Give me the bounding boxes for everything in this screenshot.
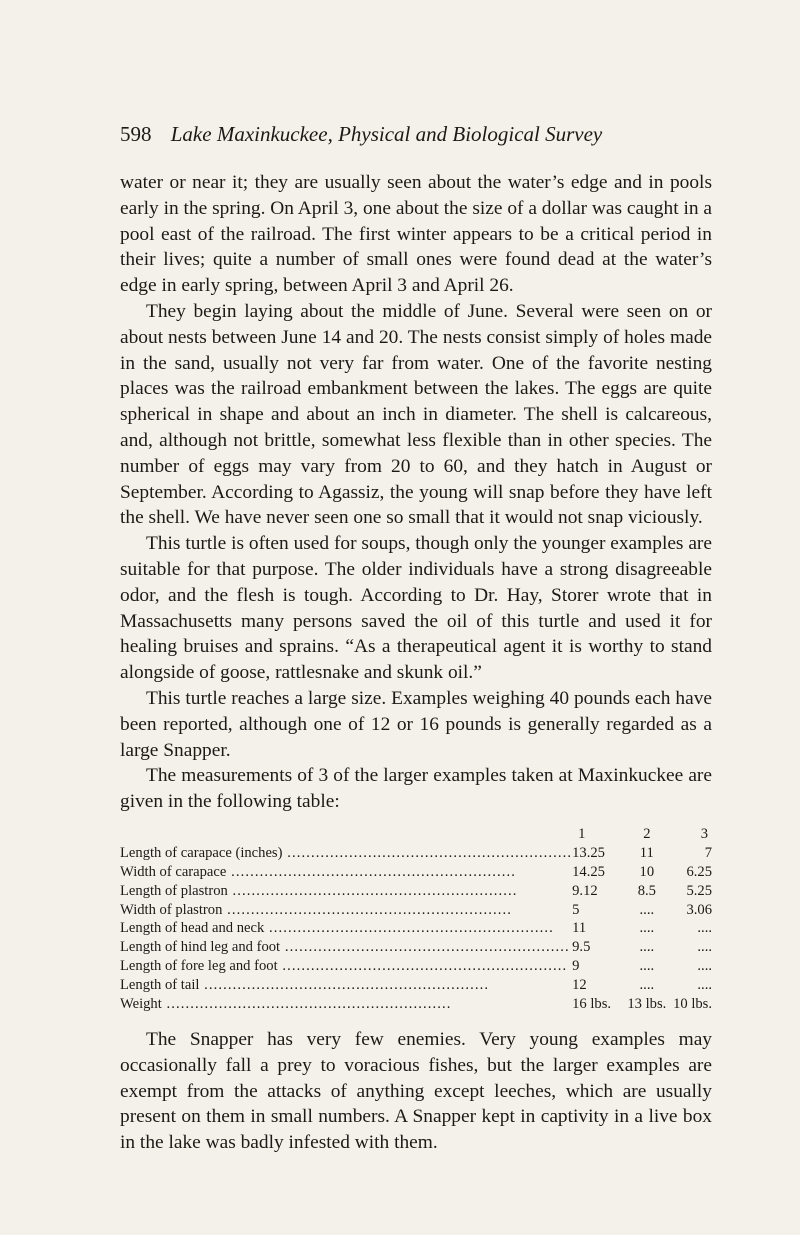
row-label: Length of fore leg and foot: [120, 958, 278, 975]
table-cell: 7: [704, 844, 712, 861]
leader-dots: ............................................................: [264, 920, 554, 937]
leader-dots: ............................................................: [282, 844, 573, 861]
paragraph: water or near it; they are usually seen about the water’s edge and in pools early in the spring. On April 3, one about the size of a dollar was caught in a pool east of the railroad. The first winter appears to be a critical period in their lives; quite a number of small ones were found dead at the water’s edge in early spring, between April 3 and April 26.: [120, 172, 712, 297]
table-row: [120, 938, 712, 957]
leader-dots: ............................................................: [199, 977, 490, 994]
table-row: [120, 976, 712, 995]
table-cell: 11: [639, 844, 654, 861]
running-header: [120, 120, 712, 148]
table-row: [120, 863, 712, 882]
row-label: Width of plastron: [120, 901, 223, 918]
running-title: Lake Maxinkuckee, Physical and Biological Survey: [170, 122, 603, 146]
table-cell: ....: [639, 901, 655, 918]
table-cell: 3.06: [686, 901, 712, 918]
table-cell: 9.5: [572, 939, 591, 956]
table-cell: ....: [639, 920, 655, 937]
leader-dots: ............................................................: [226, 863, 517, 880]
table-cell: 14.25: [572, 863, 605, 880]
paragraph: This turtle reaches a large size. Examples weighing 40 pounds each have been reported, although one of 12 or 16 pounds is generally regarded as a large Snapper.: [120, 687, 712, 761]
row-label: Width of carapace: [120, 863, 227, 880]
table-cell: ....: [697, 939, 712, 956]
table-cell: 13.25: [572, 844, 605, 861]
table-cell: 10: [639, 863, 655, 880]
measurements-table: [120, 825, 712, 1014]
table-cell: 11: [572, 920, 587, 937]
table-row: [120, 882, 712, 901]
column-header: 2: [643, 825, 651, 842]
table-cell: 5.25: [686, 882, 712, 899]
table-header-row: [120, 825, 712, 844]
table-cell: 12: [572, 977, 587, 994]
paragraph: This turtle is often used for soups, though only the younger examples are suitable for that purpose. The older individuals have a strong disagreeable odor, and the flesh is tough. According to Dr. Hay, Storer wrote that in Massachusetts many persons saved the oil of this turtle and used it for healing bruises and sprains. “As a therapeutical agent it is worthy to stand alongside of goose, rattlesnake and skunk oil.”: [120, 533, 712, 684]
row-label: Length of tail: [120, 977, 200, 994]
table-cell: 5: [572, 901, 580, 918]
leader-dots: ............................................................: [161, 996, 452, 1013]
table-cell: 10 lbs.: [673, 996, 712, 1013]
row-label: Length of hind leg and foot: [120, 939, 281, 956]
column-header: 3: [700, 825, 708, 842]
paragraph: They begin laying about the middle of June. Several were seen on or about nests between June 14 and 20. The nests consist simply of holes made in the sand, usually not very far from water. One of the favorite nesting places was the railroad embankment between the lakes. The eggs are quite spherical in shape and about an inch in diameter. The shell is calcareous, and, although not brittle, somewhat less flexible than in other species. The number of eggs may vary from 20 to 60, and they hatch in August or September. According to Agassiz, the young will snap before they have left the shell. We have never seen one so small that it would not snap viciously.: [120, 300, 712, 529]
column-header: 1: [578, 825, 586, 842]
row-label: Length of carapace (inches): [120, 844, 283, 861]
table-cell: 9: [572, 958, 580, 975]
leader-dots: ............................................................: [222, 901, 513, 918]
row-label: Length of plastron: [120, 882, 228, 899]
table-cell: ....: [639, 958, 655, 975]
leader-dots: ............................................................: [277, 958, 568, 975]
table-row: [120, 901, 712, 920]
row-label: Length of head and neck: [120, 920, 265, 937]
leader-dots: ............................................................: [227, 882, 518, 899]
table-cell: ....: [697, 920, 712, 937]
page-body: [120, 170, 712, 1156]
paragraph: The measurements of 3 of the larger examples taken at Maxinkuckee are given in the following table:: [120, 765, 712, 813]
table-cell: 16 lbs.: [572, 996, 612, 1013]
table-cell: 9.12: [572, 882, 598, 899]
table-row: [120, 844, 712, 863]
leader-dots: ............................................................: [280, 939, 570, 956]
table-cell: 8.5: [637, 882, 656, 899]
table-cell: ....: [697, 958, 712, 975]
row-label: Weight: [120, 996, 162, 1013]
table-cell: ....: [697, 977, 712, 994]
table-cell: 6.25: [686, 863, 712, 880]
paragraph: The Snapper has very few enemies. Very young examples may occasionally fall a prey to voracious fishes, but the larger examples are exempt from the attacks of anything except leeches, which are usually present on them in small numbers. A Snapper kept in captivity in a live box in the lake was badly infested with them.: [120, 1028, 712, 1154]
table-cell: ....: [639, 939, 655, 956]
table-row: [120, 995, 712, 1014]
table-cell: ....: [639, 977, 655, 994]
table-row: [120, 919, 712, 938]
table-row: [120, 957, 712, 976]
page-number: 598: [120, 122, 152, 146]
table-cell: 13 lbs.: [627, 996, 667, 1013]
